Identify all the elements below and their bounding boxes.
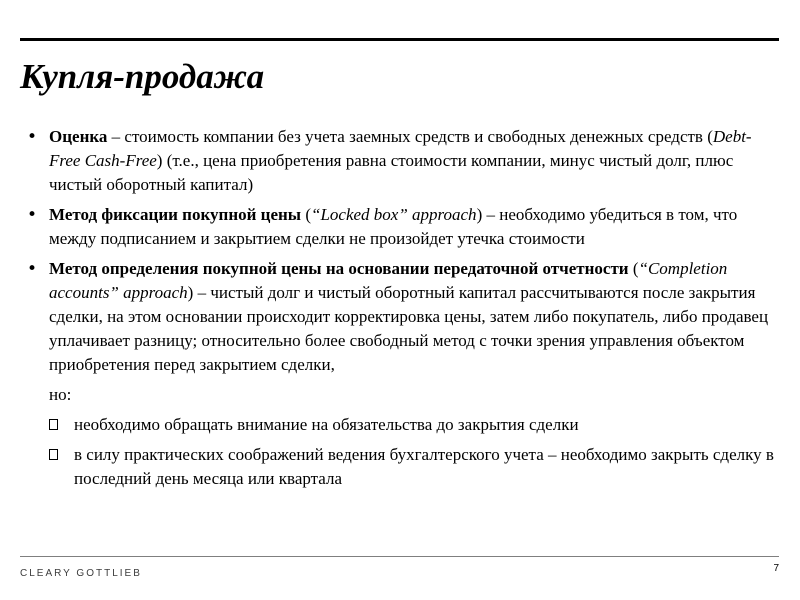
footer-brand: CLEARY GOTTLIEB [20,568,142,579]
but-text: но: [49,385,72,404]
bullet-text: – стоимость компании без учета заемных средств и свободных денежных средств ( [107,127,713,146]
bullet-locked-box [25,203,780,251]
slide-body [25,125,780,497]
bullet-dot-icon: • [27,127,38,147]
bullet-text: ) – чистый долг и чистый оборотный капитал рассчитываются после закрытия сделки, на этом основании происходит корректировка цены, затем либо покупатель, либо продавец уплачивает разницу; относительно более свободный метод с точки зрения управления объектом приобретения перед закрытием сделки, [49,283,769,374]
bullet-term: Метод определения покупной цены на основании передаточной отчетности [49,259,629,278]
bullet-english-term: “Locked box” approach [310,205,477,224]
sub-bullet-text: необходимо обращать внимание на обязательства до закрытия сделки [74,415,579,434]
bullet-term: Метод фиксации покупной цены [49,205,302,224]
bullet-text: ) (т.е., цена приобретения равна стоимости компании, минус чистый долг, плюс чистый оборотный капитал) [49,151,734,194]
bullet-completion-accounts [25,257,780,377]
sub-bullet-item [25,413,780,437]
bullet-term: Оценка [49,127,108,146]
bullet-valuation [25,125,780,197]
bullet-english-term: Debt-Free Cash-Free [49,127,752,170]
checkbox-square-icon [49,449,58,460]
page-number: 7 [773,563,779,574]
top-divider [20,38,779,41]
bottom-divider [20,556,779,557]
checkbox-square-icon [49,419,58,430]
bullet-dot-icon: • [27,205,38,225]
bullet-text: ) – необходимо убедиться в том, что между подписанием и закрытием сделки не произойдет утечка стоимости [49,205,738,248]
slide-title: Купля-продажа [20,57,265,96]
bullet-text: ( [628,259,639,278]
bullet-text: ( [301,205,311,224]
bullet-english-term: “Completion accounts” approach [49,259,728,302]
sub-bullet-item [25,443,780,491]
bullet-dot-icon: • [27,259,38,279]
sub-bullet-text: в силу практических соображений ведения бухгалтерского учета – необходимо закрыть сделку в последний день месяца или квартала [74,445,774,488]
